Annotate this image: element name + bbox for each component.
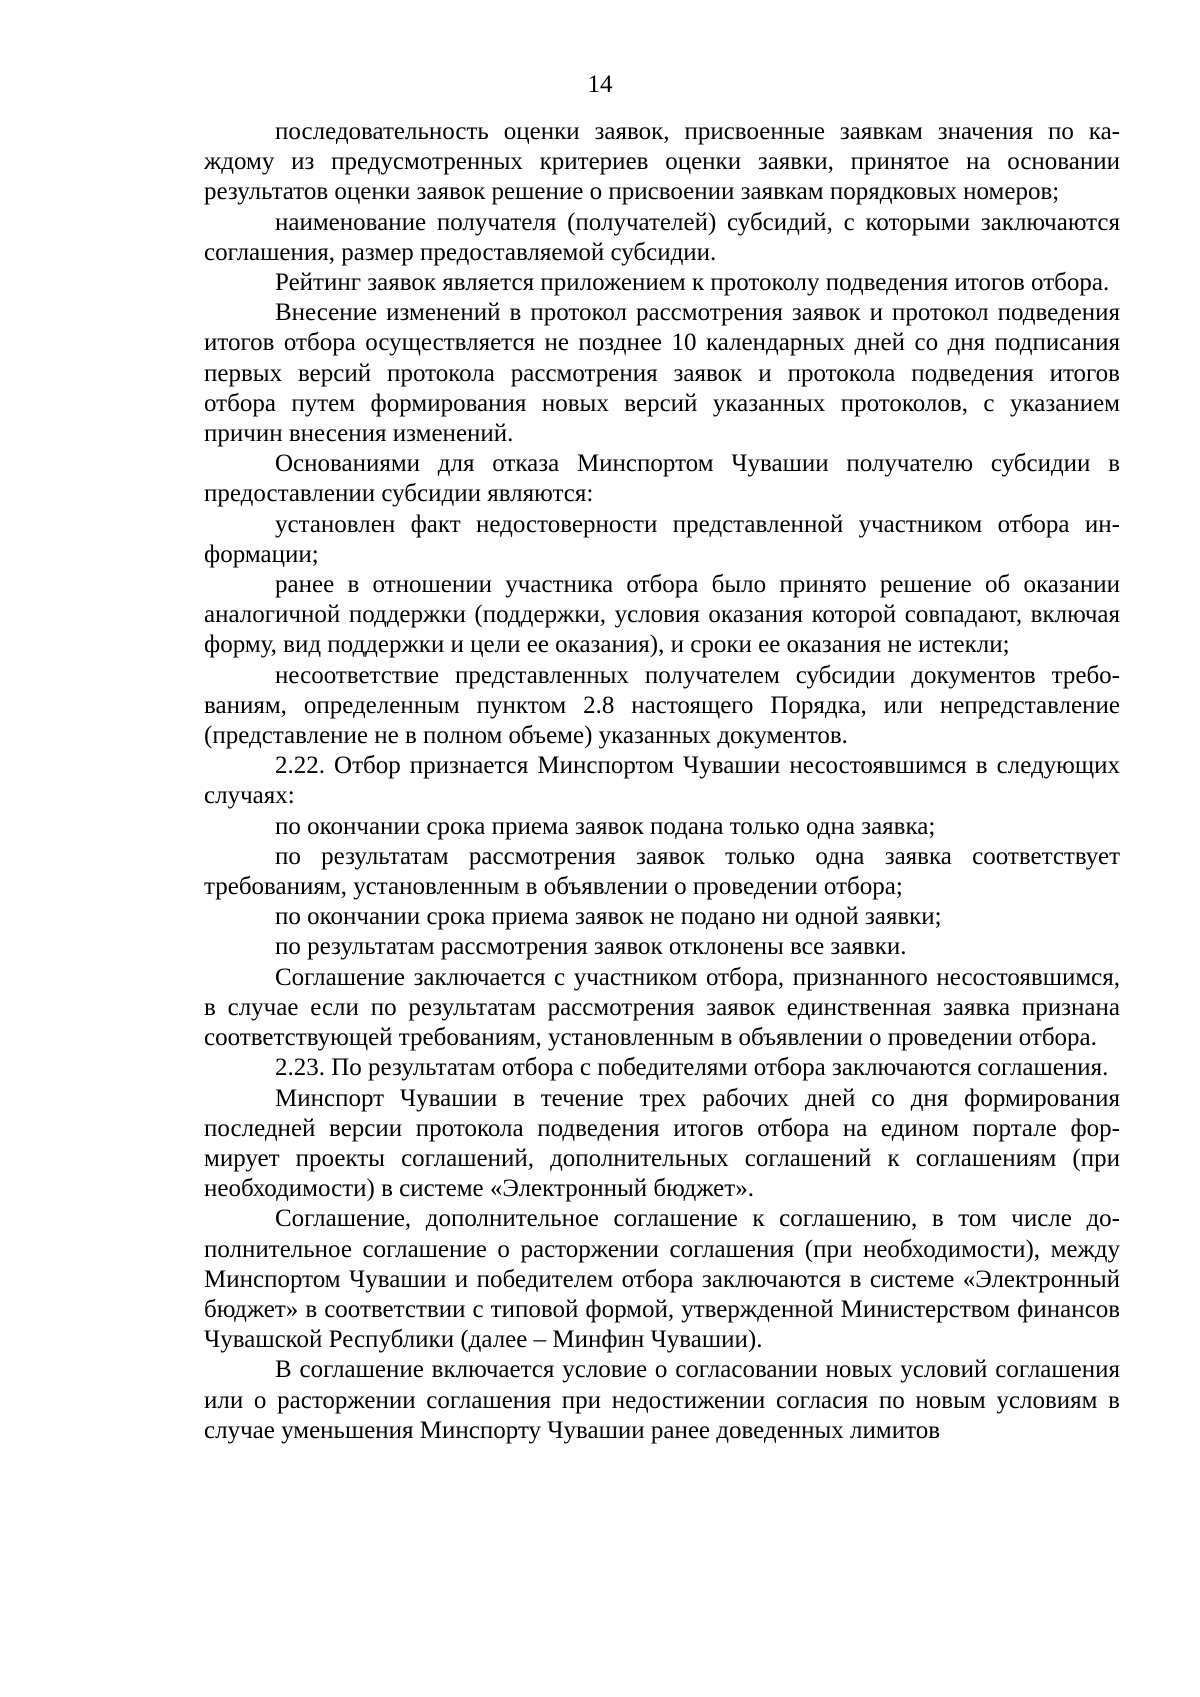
- paragraph-all-rejected: по результатам рассмотрения заявок отклонены все заявки.: [275, 933, 907, 961]
- paragraph-refusal-grounds: Основаниями для отказа Минспортом Чувашии получателю субсидии в предоставлении субсидии являются:: [204, 450, 1120, 508]
- paragraph-protocol-changes: Внесение изменений в протокол рассмотрения заявок и протокол подведения итогов отбора осуществляется не позднее 10 календарных дней со дня подписания первых версий протокола рассмотрения заявок и протокола подведения итогов отбора путем формирования новых версий указанных протоколов, с указанием причин внесения изменений.: [204, 299, 1120, 448]
- paragraph-section-2-22: 2.22. Отбор признается Минспортом Чувашии несостоявшимся в следующих случаях:: [204, 752, 1120, 810]
- paragraph-agreement-failed-selection: Соглашение заключается с участником отбора, признанного несостоявшимся, в случае если по результатам рассмотрения заявок единственная заявка признана соответствующей требованиям, установленным в объявлении о проведении отбора.: [204, 963, 1120, 1052]
- paragraph-no-applications: по окончании срока приема заявок не подано ни одной заявки;: [275, 903, 942, 931]
- paragraph-agreement-system: Соглашение, дополнительное соглашение к соглашению, в том числе дополнительное соглашение о расторжении соглашения (при необходимости), между Минспортом Чувашии и победителем отбора заключаются в системе «Электронный бюджет» в соответствии с типовой формой, утвержденной Министерством финансов Чувашской Республики (далее – Минфин Чувашии).: [204, 1205, 1120, 1354]
- paragraph-one-application: по окончании срока приема заявок подана только одна заявка;: [275, 812, 936, 840]
- paragraph-documents-mismatch: несоответствие представленных получателем субсидии документов требованиям, определенным пунктом 2.8 настоящего Порядка, или непредставление (представление не в полном объеме) указанных документов.: [204, 661, 1120, 750]
- paragraph-section-2-23: 2.23. По результатам отбора с победителями отбора заключаются соглашения.: [275, 1054, 1109, 1082]
- paragraph-recipient-name: наименование получателя (получателей) субсидий, с которыми заключаются соглашения, размер предоставляемой субсидии.: [204, 208, 1120, 266]
- paragraph-unreliable-info: установлен факт недостоверности представленной участником отбора информации;: [204, 510, 1120, 568]
- paragraph-similar-support: ранее в отношении участника отбора было принято решение об оказании аналогичной поддержки (поддержки, условия оказания которой совпадают, включая форму, вид поддержки и цели ее оказания), и сроки ее оказания не истекли;: [204, 571, 1120, 659]
- paragraph-agreement-condition: В соглашение включается условие о согласовании новых условий соглашения или о расторжении соглашения при недостижении согласия по новым условиям в случае уменьшения Минспорту Чувашии ранее доведенных лимитов: [204, 1356, 1120, 1444]
- document-body: [204, 117, 1120, 1446]
- page-number: 14: [587, 71, 613, 98]
- paragraph-evaluation-sequence: последовательность оценки заявок, присвоенные заявкам значения по каждому из предусмотренных критериев оценки заявки, принятое на основании результатов оценки заявок решение о присвоении заявкам порядковых номеров;: [204, 118, 1120, 206]
- paragraph-rating-appendix: Рейтинг заявок является приложением к протоколу подведения итогов отбора.: [275, 269, 1110, 297]
- paragraph-draft-agreements: Минспорт Чувашии в течение трех рабочих дней со дня формирования последней версии протокола подведения итогов отбора на едином портале формирует проекты соглашений, дополнительных соглашений к соглашениям (при необходимости) в системе «Электронный бюджет».: [204, 1084, 1120, 1203]
- paragraph-one-compliant: по результатам рассмотрения заявок только одна заявка соответствует требованиям, установленным в объявлении о проведении отбора;: [204, 842, 1120, 901]
